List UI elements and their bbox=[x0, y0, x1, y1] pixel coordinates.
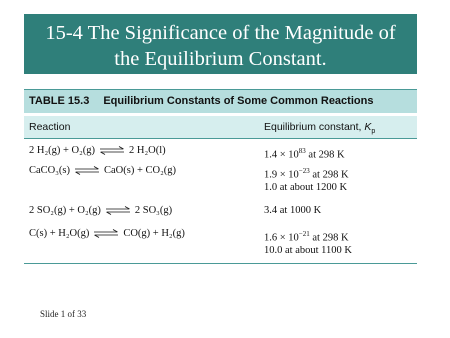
constant-cell: $1.9 \times 10^{-23}$ at 298 K 1.0 at about 1200 K bbox=[264, 167, 349, 193]
table-header bbox=[24, 89, 417, 113]
products: CaO(s) + CO₂(g) bbox=[104, 165, 176, 176]
table-caption: Equilibrium Constants of Some Common Reactions bbox=[103, 95, 374, 107]
products: 2 H₂O(l) bbox=[129, 145, 166, 156]
constant-cell: $1.6 \times 10^{-21}$ at 298 K 10.0 at about 1100 K bbox=[264, 230, 352, 256]
reactants: 2 H₂(g) + O₂(g) bbox=[29, 145, 96, 156]
constant-cell: 3.4 at 1000 K bbox=[264, 205, 322, 216]
table-row bbox=[24, 139, 417, 162]
slide-title-banner bbox=[24, 14, 417, 74]
reaction-cell bbox=[29, 228, 185, 239]
slide-title-line-2: the Equilibrium Constant. bbox=[114, 48, 327, 70]
table-row bbox=[24, 223, 417, 263]
equilibrium-arrow-icon bbox=[93, 229, 119, 238]
constant-cell: $1.4 \times 10^{83}$ at 298 K bbox=[264, 147, 345, 161]
slide-title-line-1: 15-4 The Significance of the Magnitude of bbox=[45, 22, 396, 44]
reaction-cell bbox=[29, 145, 166, 156]
reactants: CaCO₃(s) bbox=[29, 165, 70, 176]
products: 2 SO₃(g) bbox=[134, 205, 173, 216]
equilibrium-arrow-icon bbox=[99, 146, 125, 155]
column-headers bbox=[24, 116, 417, 139]
equilibrium-table bbox=[24, 89, 417, 263]
equilibrium-arrow-icon bbox=[74, 166, 100, 175]
table-row bbox=[24, 162, 417, 198]
equilibrium-arrow-icon bbox=[105, 206, 131, 215]
reactants: 2 SO₂(g) + O₂(g) bbox=[29, 205, 101, 216]
table-row bbox=[24, 198, 417, 223]
slide-number: Slide 1 of 33 bbox=[40, 309, 87, 319]
table-bottom-rule bbox=[24, 263, 417, 264]
reaction-cell bbox=[29, 205, 172, 216]
table-label: TABLE 15.3 bbox=[29, 95, 90, 107]
table-body bbox=[24, 139, 417, 263]
column-header-constant: Equilibrium constant, $K_p$ bbox=[264, 121, 376, 136]
reaction-cell bbox=[29, 165, 176, 176]
column-header-reaction: Reaction bbox=[29, 121, 71, 133]
reactants: C(s) + H₂O(g) bbox=[29, 228, 90, 239]
products: CO(g) + H₂(g) bbox=[123, 228, 185, 239]
